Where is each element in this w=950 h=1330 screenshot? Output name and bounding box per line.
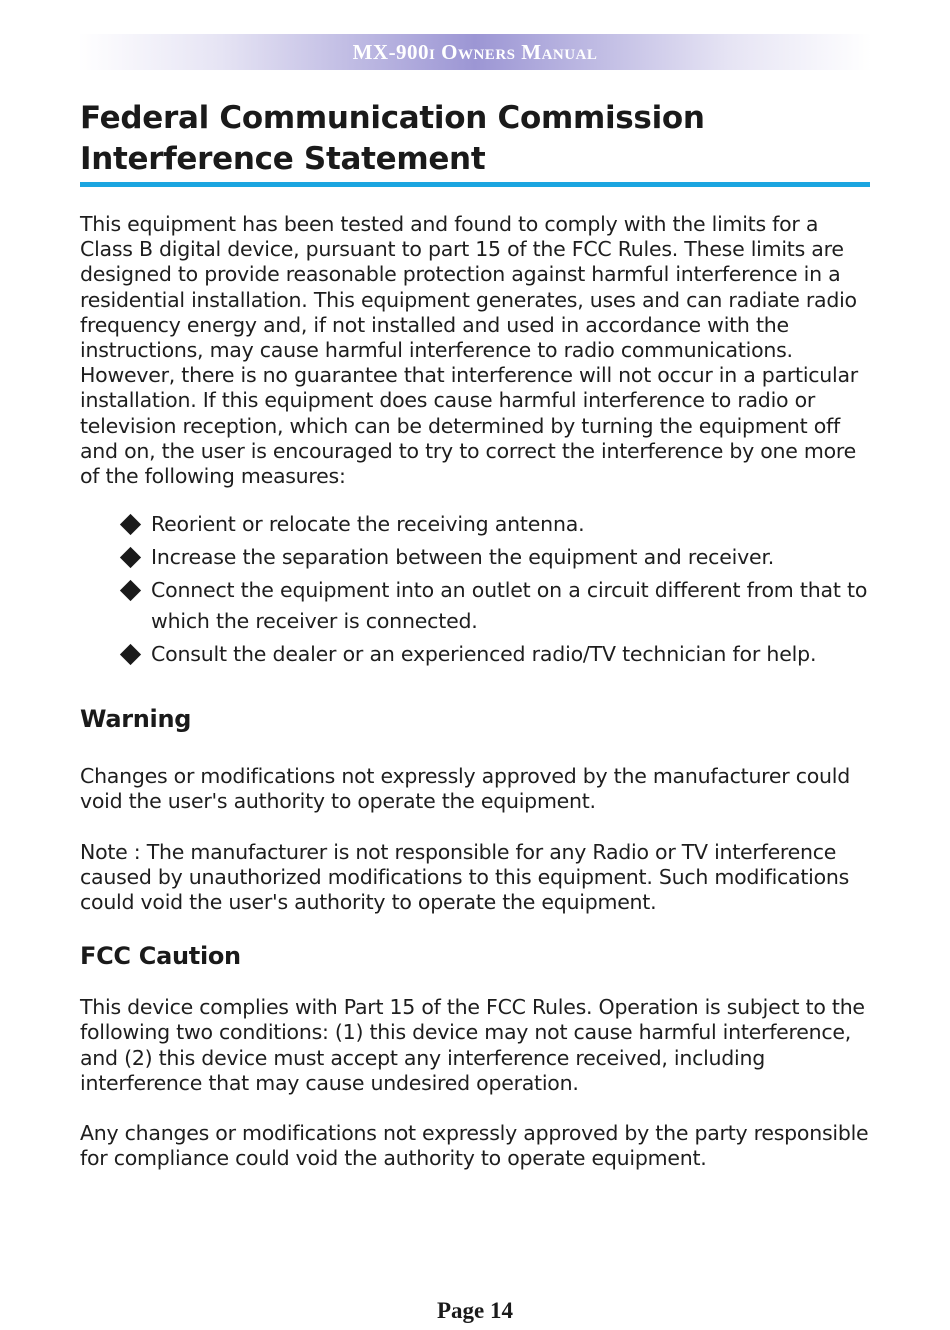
diamond-bullet-icon bbox=[120, 580, 141, 601]
page-title bbox=[80, 98, 870, 180]
page-title-line-2: Interference Statement bbox=[80, 141, 486, 177]
list-item bbox=[120, 575, 870, 637]
list-item bbox=[120, 509, 870, 540]
warning-paragraph-1: Changes or modifications not expressly approved by the manufacturer could void the user's authority to operate the equipment. bbox=[80, 764, 850, 814]
fcc-caution-paragraph-2: Any changes or modifications not expressly approved by the party responsible for compliance could void the authority to operate equipment. bbox=[80, 1121, 869, 1171]
fcc-caution-heading: FCC Caution bbox=[80, 942, 241, 971]
list-item bbox=[120, 639, 870, 670]
diamond-bullet-icon bbox=[120, 644, 141, 665]
measure-text: Reorient or relocate the receiving antenna. bbox=[151, 512, 585, 537]
measures-list bbox=[80, 509, 870, 670]
page-number: Page 14 bbox=[436, 1298, 513, 1323]
header-bar bbox=[78, 34, 872, 70]
warning-heading: Warning bbox=[80, 705, 192, 734]
document-body bbox=[80, 212, 870, 1171]
measure-text: Consult the dealer or an experienced radio/TV technician for help. bbox=[151, 642, 817, 667]
measure-text: Increase the separation between the equipment and receiver. bbox=[151, 545, 775, 570]
fcc-caution-paragraph-1: This device complies with Part 15 of the FCC Rules. Operation is subject to the following two conditions: (1) this device may not cause harmful interference, and (2) this device must accept any interference received, including interference that may cause undesired operation. bbox=[80, 995, 865, 1095]
diamond-bullet-icon bbox=[120, 547, 141, 568]
page-title-line-1: Federal Communication Commission bbox=[80, 100, 705, 136]
manual-title: MX-900i Owners Manual bbox=[352, 39, 598, 64]
diamond-bullet-icon bbox=[120, 514, 141, 535]
measure-text: Connect the equipment into an outlet on a circuit different from that to which the receiver is connected. bbox=[151, 578, 868, 634]
title-divider bbox=[80, 182, 870, 187]
intro-paragraph: This equipment has been tested and found to comply with the limits for a Class B digital device, pursuant to part 15 of the FCC Rules. These limits are designed to provide reasonable protection against harmful interference in a residential installation. This equipment generates, uses and can radiate radio frequency energy and, if not installed and used in accordance with the instructions, may cause harmful interference to radio communications. However, there is no guarantee that interference will not occur in a particular installation. If this equipment does cause harmful interference to radio or television reception, which can be determined by turning the equipment off and on, the user is encouraged to try to correct the interference by one more of the following measures: bbox=[80, 212, 858, 489]
warning-paragraph-2: Note : The manufacturer is not responsible for any Radio or TV interference caused by unauthorized modifications to this equipment. Such modifications could void the user's authority to operate the equipment. bbox=[80, 839, 850, 915]
list-item bbox=[120, 542, 870, 573]
